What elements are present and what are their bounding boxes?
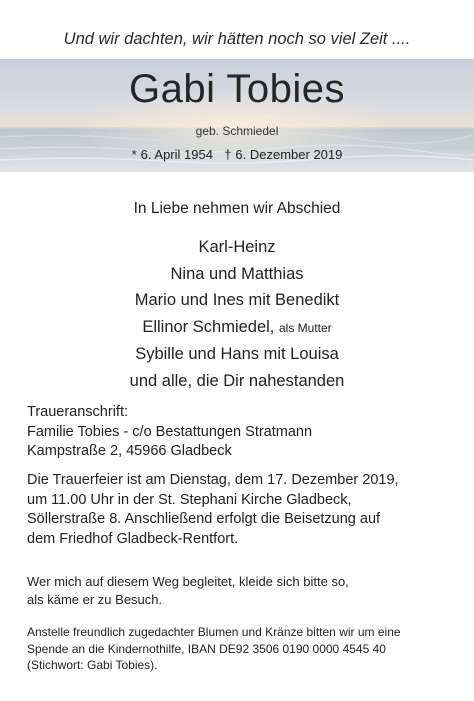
ceremony-info <box>27 471 457 549</box>
birth-symbol: * <box>131 147 137 162</box>
birth-name: geb. Schmiedel <box>195 124 279 138</box>
address-line: Familie Tobies - c/o Bestattungen Stratmann <box>27 423 313 440</box>
donation-line: (Stichwort: Gabi Tobies). <box>27 658 158 672</box>
mourner-line-with-note <box>0 314 474 342</box>
mourner-line: und alle, die Dir nahestanden <box>129 371 345 390</box>
mourner-line: Mario und Ines mit Benedikt <box>134 291 340 309</box>
address-line: Kampstraße 2, 45966 Gladbeck <box>27 443 232 459</box>
ceremony-line: Die Trauerfeier ist am Dienstag, dem 17. Dezember 2019, <box>27 472 399 488</box>
ceremony-line: um 11.00 Uhr in der St. Stephani Kirche Gladbeck, <box>27 491 352 508</box>
donation-line: Spende an die Kindernothilfe, IBAN DE92 3506 0190 0000 4545 40 <box>27 641 386 656</box>
request-line: Wer mich auf diesem Weg begleitet, kleide sich bitte so, <box>27 574 349 589</box>
ceremony-line: dem Friedhof Gladbeck-Rentfort. <box>27 530 239 547</box>
ceremony-line: Söllerstraße 8. Anschließend erfolgt die Beisetzung auf <box>27 511 381 527</box>
death-date: 6. Dezember 2019 <box>235 147 343 162</box>
mourner-line: Ellinor Schmiedel, <box>142 317 275 336</box>
address-label: Traueranschrift: <box>27 404 128 420</box>
mourners-list <box>0 234 474 394</box>
mourner-line: Nina und Matthias <box>170 264 304 283</box>
birth-date: 6. April 1954 <box>140 147 213 162</box>
farewell-heading: In Liebe nehmen wir Abschied <box>133 200 341 217</box>
donation-line: Anstelle freundlich zugedachter Blumen und Kränze bitten wir um eine <box>27 625 401 639</box>
death-symbol: † <box>224 147 232 162</box>
request-line: als käme er zu Besuch. <box>27 591 163 607</box>
mourner-line: Sybille und Hans mit Louisa <box>135 345 339 363</box>
dress-request <box>27 573 457 608</box>
deceased-name: Gabi Tobies <box>128 67 345 111</box>
mourning-address <box>27 403 457 462</box>
motto-line: Und wir dachten, wir hätten noch so viel Zeit .... <box>63 30 411 48</box>
donation-note <box>27 624 457 674</box>
mourner-line: Karl-Heinz <box>198 238 276 256</box>
life-dates <box>0 147 474 162</box>
mourner-note: als Mutter <box>278 320 332 335</box>
